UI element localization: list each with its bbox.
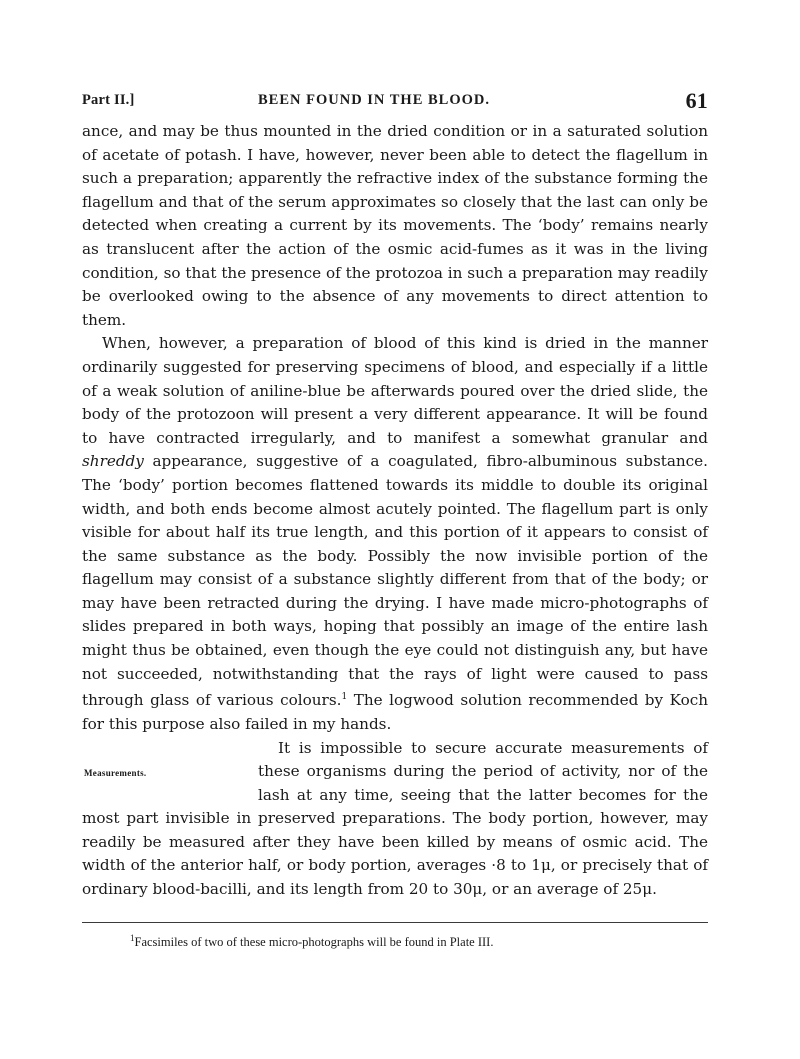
- paragraph-2-part-b: appearance, suggestive of a coagulated, fibro-albuminous substance. The ‘body’ portion becomes flattened towards its middle to double its original width, and both ends become almost acutely pointed. The flagellum part is only visible for about half its true length, and this portion of it appears to consist of the same substance as the body. Possibly the now invisible portion of the flagellum may consist of a substance slightly different from that of the body; or may have been retracted during the drying. I have made micro-photographs of slides prepared in both ways, hoping that possibly an image of the entire lash might thus be obtained, even though the eye could not distinguish any, but have not succeeded, notwithstanding that the rays of light were caused to pass through glass of various colours.: [82, 452, 709, 710]
- body-text: [82, 120, 708, 902]
- part-label: Part II.]: [82, 92, 135, 108]
- footnote-marker: 1: [130, 932, 135, 943]
- footnote-rule: [82, 922, 708, 923]
- running-head: [82, 88, 708, 113]
- footnote-text: Facsimiles of two of these micro-photographs will be found in Plate III.: [134, 934, 494, 949]
- paragraph-2-part-c: The logwood solution recommended by Koch for this purpose also failed in my hands.: [82, 691, 709, 733]
- measurements-section: [82, 737, 708, 902]
- paragraph-2-part-a: When, however, a preparation of blood of this kind is dried in the manner ordinarily suggested for preserving specimens of blood, and especially if a little of a weak solution of aniline-blue be afterwards poured over the dried slide, the body of the protozoon will present a very different appearance. It will be found to have contracted irregularly, and to manifest a somewhat granular and: [82, 334, 708, 447]
- running-title: BEEN FOUND IN THE BLOOD.: [258, 92, 491, 108]
- page: [82, 88, 708, 950]
- paragraph-3-text: It is impossible to secure accurate measurements of these organisms during the period of activity, nor of the lash at any time, seeing that the latter becomes for the most part invisible in preserved preparations. The body portion, however, may readily be measured after they have been killed by means of osmic acid. The width of the anterior half, or body portion, averages ·8 to 1μ, or precisely that of ordinary blood-bacilli, and its length from 20 to 30μ, or an average of 25μ.: [82, 738, 708, 899]
- paragraph-3: [82, 737, 708, 902]
- footnote-reference: 1: [341, 692, 348, 703]
- footnote: [82, 933, 708, 950]
- margin-note: Measurements.: [84, 767, 147, 778]
- page-number: 61: [685, 88, 708, 113]
- paragraph-1: ance, and may be thus mounted in the dried condition or in a saturated solution of acetate of potash. I have, however, never been able to detect the flagellum in such a preparation; apparently the refractive index of the substance forming the flagellum and that of the serum approximates so closely that the last can only be detected when creating a current by its movements. The ‘body’ remains nearly as translucent after the action of the osmic acid-fumes as it was in the living condition, so that the presence of the protozoa in such a preparation may readily be overlooked owing to the absence of any movements to direct attention to them.: [82, 122, 708, 329]
- paragraph-2: [82, 332, 708, 736]
- italic-word: shreddy: [82, 452, 144, 471]
